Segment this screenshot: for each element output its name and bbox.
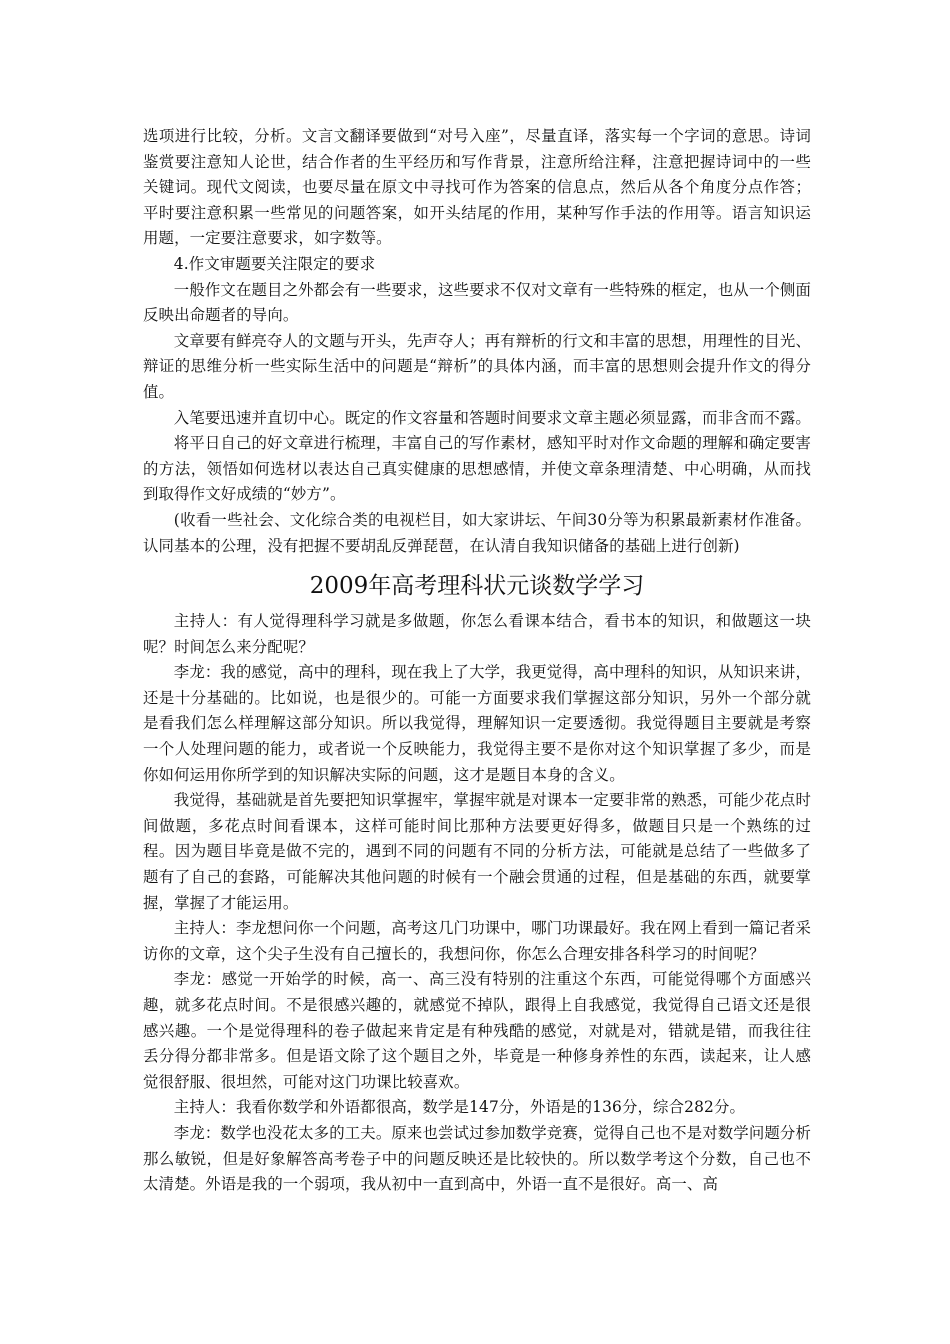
paragraph: 一般作文在题目之外都会有一些要求，这些要求不仅对文章有一些特殊的框定，也从一个侧面反映出命题者的导向。 [143, 280, 811, 325]
paragraph: 主持人：李龙想问你一个问题，高考这几门功课中，哪门功课最好。我在网上看到一篇记者采访你的文章，这个尖子生没有自己擅长的，我想问你，你怎么合理安排各科学习的时间呢？ [143, 919, 811, 963]
article-title: 2009年高考理科状元谈数学学习 [309, 573, 645, 600]
paragraph: 我觉得，基础就是首先要把知识掌握牢，掌握牢就是对课本一定要非常的熟悉，可能少花点时间做题，多花点时间看课本，这样可能时间比那种方法要更好得多，做题目只是一个熟练的过程。因为题目毕竟是做不完的，遇到不同的问题有不同的分析方法，可能就是总结了一些做多了题有了自己的套路，可能解决其他问题的时候有一个融会贯通的过程，但是基础的东西，就要掌握，掌握了才能运用。 [143, 791, 811, 912]
paragraph: 李龙：我的感觉，高中的理科，现在我上了大学，我更觉得，高中理科的知识，从知识来讲，还是十分基础的。比如说，也是很少的。可能一方面要求我们掌握这部分知识，另外一个部分就是看我们怎么样理解这部分知识。所以我觉得，理解知识一定要透彻。我觉得题目主要就是考察一个人处理问题的能力，或者说一个反映能力，我觉得主要不是你对这个知识掌握了多少，而是你如何运用你所学到的知识解决实际的问题，这才是题目本身的含义。 [143, 663, 811, 784]
paragraph: 选项进行比较，分析。文言文翻译要做到“对号入座”，尽量直译，落实每一个字词的意思。诗词鉴赏要注意知人论世，结合作者的生平经历和写作背景，注意所给注释，注意把握诗词中的一些关键词。现代文阅读，也要尽量在原文中寻找可作为答案的信息点，然后从各个角度分点作答；平时要注意积累一些常见的问题答案，如开头结尾的作用，某种写作手法的作用等。语言知识运用题，一定要注意要求，如字数等。 [143, 127, 811, 248]
paragraph: 主持人：有人觉得理科学习就是多做题，你怎么看课本结合，看书本的知识，和做题这一块呢？时间怎么来分配呢？ [143, 612, 811, 656]
paragraph: 入笔要迅速并直切中心。既定的作文容量和答题时间要求文章主题必须显露，而非含而不露。 [173, 408, 811, 427]
paragraph: 李龙：感觉一开始学的时候，高一、高三没有特别的注重这个东西，可能觉得哪个方面感兴趣，就多花点时间。不是很感兴趣的，就感觉不掉队，跟得上自我感觉，我觉得自己语文还是很感兴趣。一个是觉得理科的卷子做起来肯定是有种残酷的感觉，对就是对，错就是错，而我往往丢分得分都非常多。但是语文除了这个题目之外，毕竟是一种修身养性的东西，读起来，让人感觉很舒服、很坦然，可能对这门功课比较喜欢。 [143, 970, 811, 1091]
paragraph: (收看一些社会、文化综合类的电视栏目，如大家讲坛、午间30分等为积累最新素材作准备。认同基本的公理，没有把握不要胡乱反弹琵琶，在认清自我知识储备的基础上进行创新) [143, 510, 811, 555]
document-page [143, 124, 811, 1198]
paragraph: 主持人：我看你数学和外语都很高，数学是147分，外语是的136分，综合282分。 [173, 1098, 746, 1117]
paragraph: 文章要有鲜亮夺人的文题与开头，先声夺人；再有辩析的行文和丰富的思想，用理性的目光、辩证的思维分析一些实际生活中的问题是“辩析”的具体内涵，而丰富的思想则会提升作文的得分值。 [143, 331, 811, 401]
paragraph: 将平日自己的好文章进行梳理，丰富自己的写作素材，感知平时对作文命题的理解和确定要害的方法，领悟如何选材以表达自己真实健康的思想感情，并使文章条理清楚、中心明确，从而找到取得作文好成绩的“妙方”。 [143, 434, 811, 504]
section-subheading: 4.作文审题要关注限定的要求 [173, 254, 376, 273]
paragraph: 李龙：数学也没花太多的工夫。原来也尝试过参加数学竞赛，觉得自己也不是对数学问题分析那么敏锐，但是好象解答高考卷子中的问题反映还是比较快的。所以数学考这个分数，自己也不太清楚。外语是我的一个弱项，我从初中一直到高中，外语一直不是很好。高一、高 [143, 1123, 811, 1194]
